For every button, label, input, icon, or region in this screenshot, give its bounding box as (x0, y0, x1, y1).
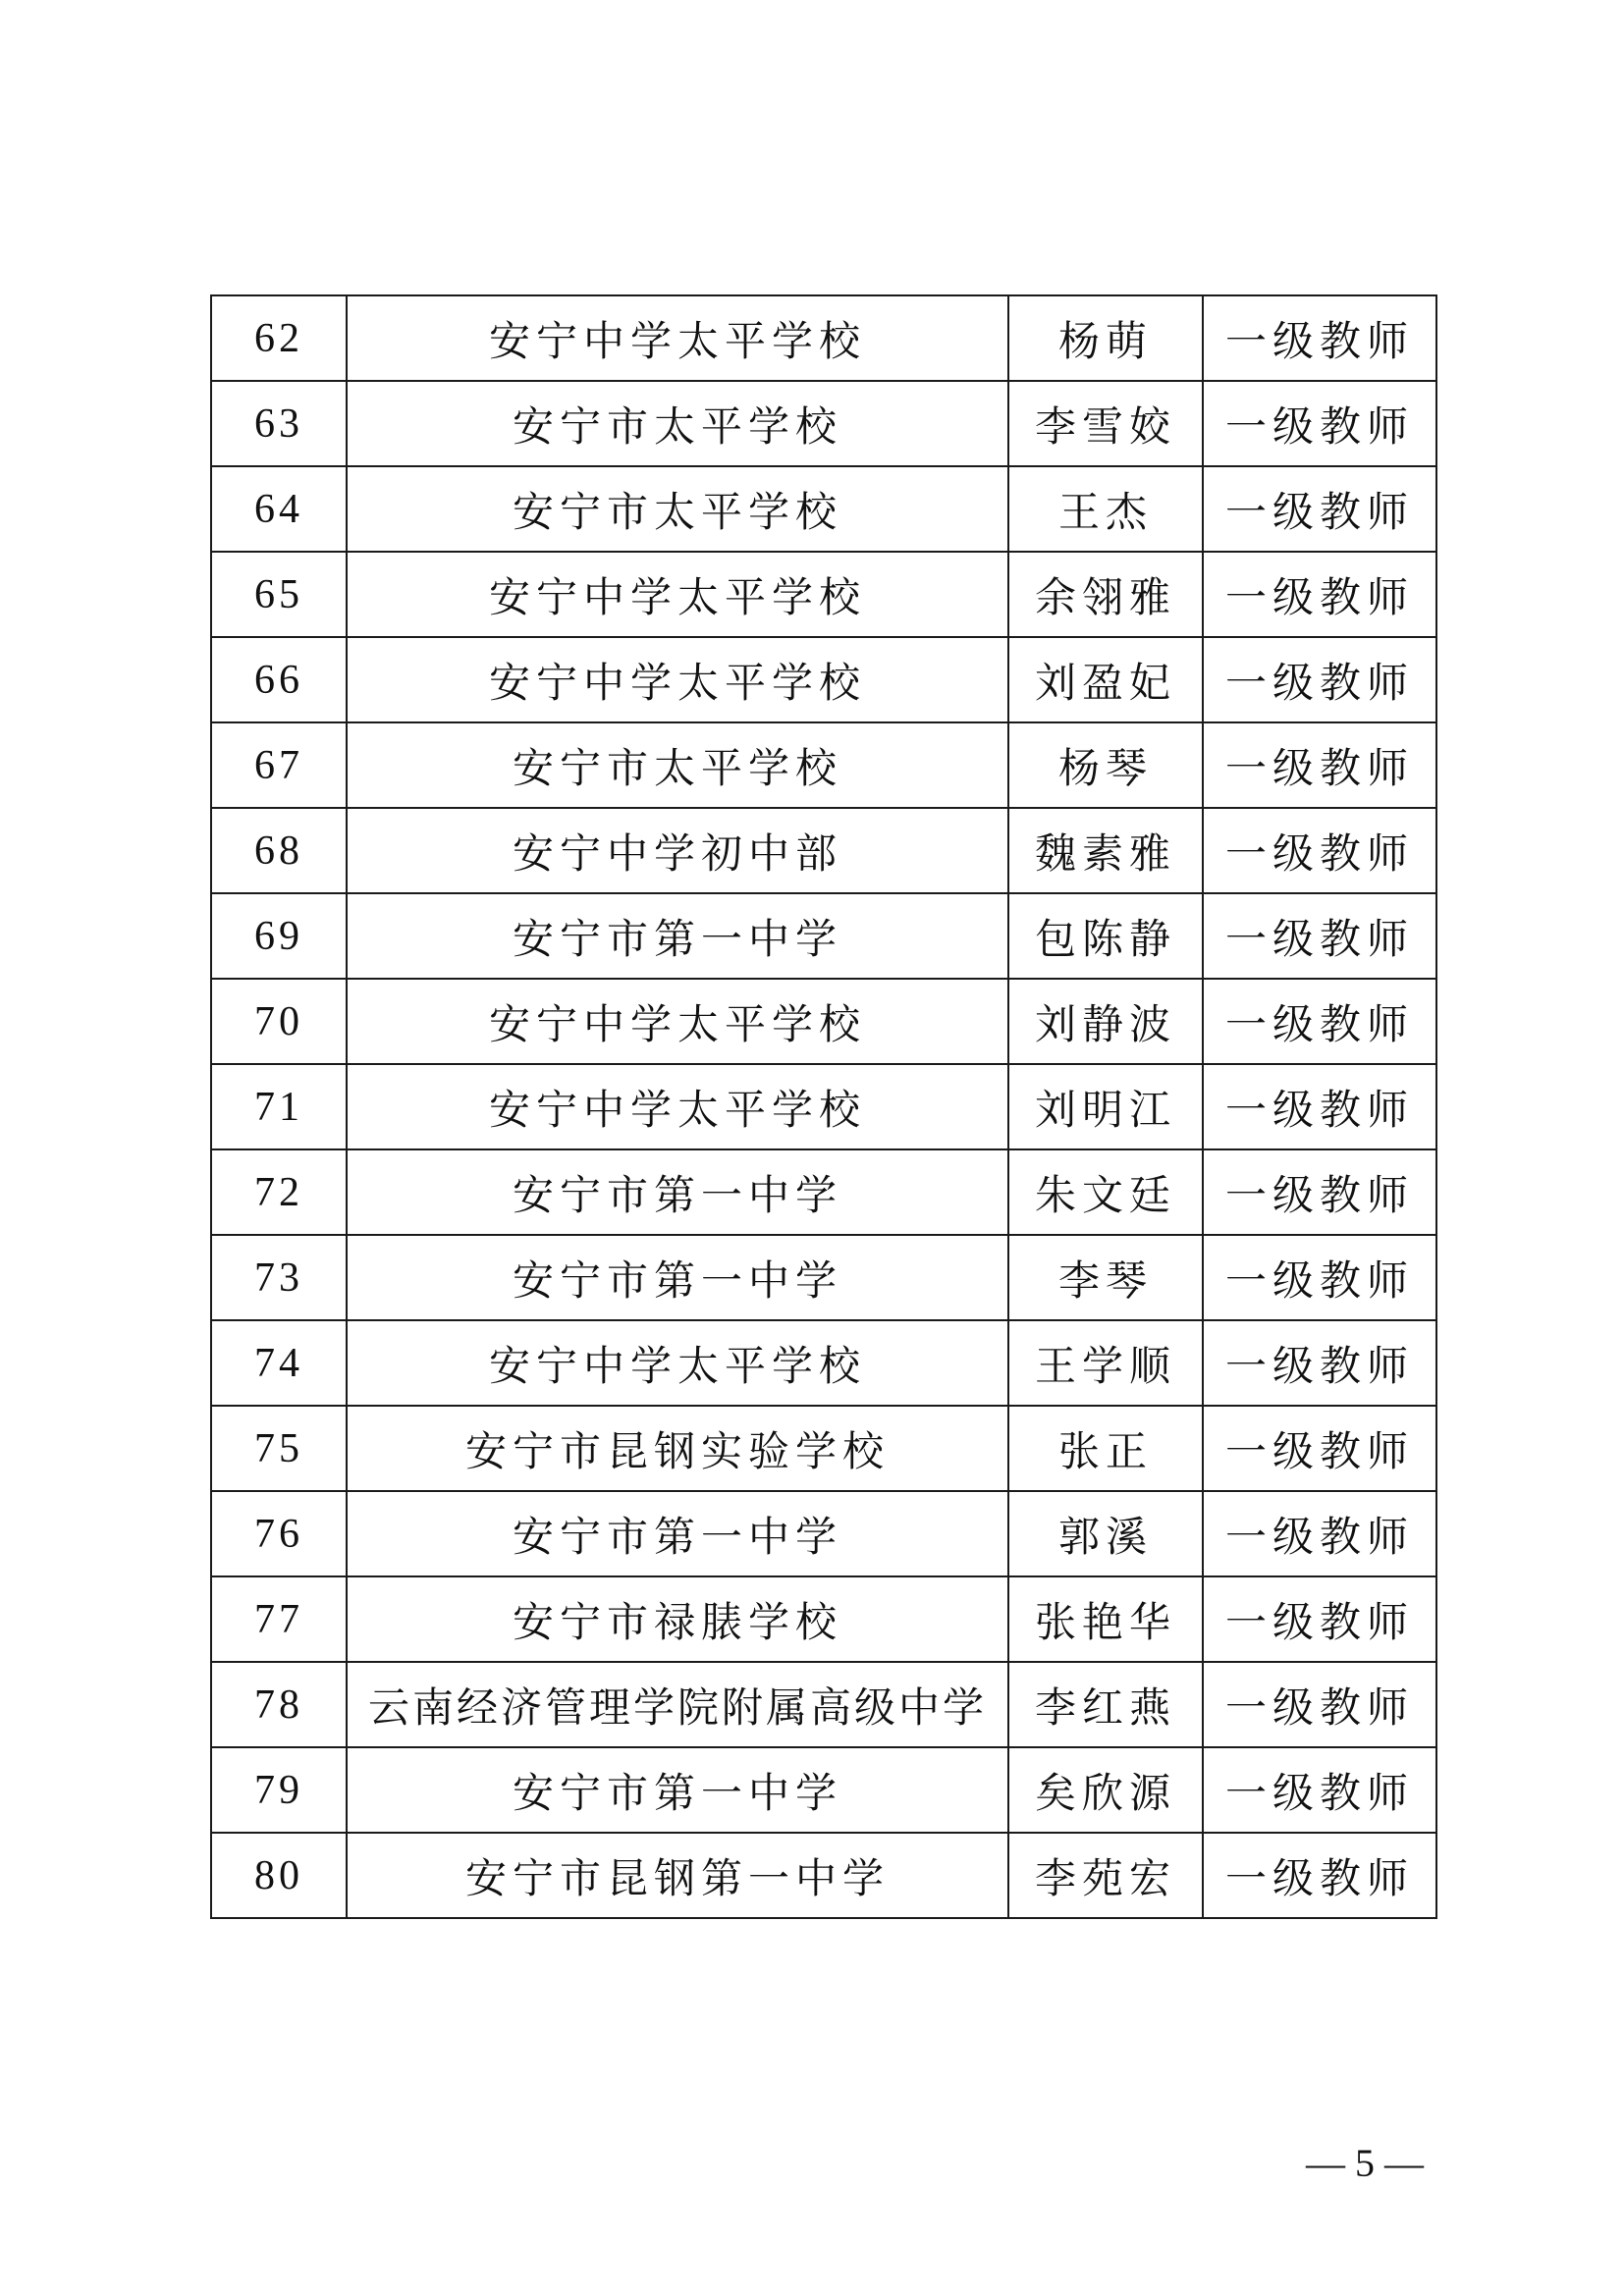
row-number: 62 (211, 295, 347, 381)
teacher-title: 一级教师 (1203, 1747, 1436, 1833)
teacher-title: 一级教师 (1203, 722, 1436, 808)
school-name: 安宁市第一中学 (347, 1747, 1008, 1833)
row-number: 73 (211, 1235, 347, 1320)
table-row (211, 1064, 1436, 1149)
teacher-name: 包陈静 (1008, 893, 1203, 979)
table-row (211, 979, 1436, 1064)
table-row (211, 722, 1436, 808)
roster-body (211, 295, 1436, 1918)
teacher-name: 张艳华 (1008, 1576, 1203, 1662)
row-number: 80 (211, 1833, 347, 1918)
school-name: 安宁中学太平学校 (347, 552, 1008, 637)
row-number: 69 (211, 893, 347, 979)
table-row (211, 1149, 1436, 1235)
table-row (211, 381, 1436, 466)
teacher-title: 一级教师 (1203, 1833, 1436, 1918)
teacher-name: 杨萌 (1008, 295, 1203, 381)
row-number: 79 (211, 1747, 347, 1833)
school-name: 安宁中学初中部 (347, 808, 1008, 893)
teacher-title: 一级教师 (1203, 381, 1436, 466)
row-number: 67 (211, 722, 347, 808)
teacher-title: 一级教师 (1203, 1662, 1436, 1747)
table-row (211, 637, 1436, 722)
teacher-title: 一级教师 (1203, 552, 1436, 637)
row-number: 63 (211, 381, 347, 466)
row-number: 78 (211, 1662, 347, 1747)
school-name: 安宁中学太平学校 (347, 1320, 1008, 1406)
teacher-title: 一级教师 (1203, 808, 1436, 893)
school-name: 安宁市第一中学 (347, 1149, 1008, 1235)
teacher-title: 一级教师 (1203, 466, 1436, 552)
table-row (211, 295, 1436, 381)
row-number: 70 (211, 979, 347, 1064)
table-row (211, 466, 1436, 552)
row-number: 64 (211, 466, 347, 552)
table-row (211, 1406, 1436, 1491)
table-row (211, 1235, 1436, 1320)
school-name: 安宁市第一中学 (347, 1235, 1008, 1320)
school-name: 安宁市昆钢实验学校 (347, 1406, 1008, 1491)
row-number: 74 (211, 1320, 347, 1406)
school-name: 安宁市禄脿学校 (347, 1576, 1008, 1662)
teacher-name: 余翎雅 (1008, 552, 1203, 637)
teacher-title: 一级教师 (1203, 295, 1436, 381)
teacher-title: 一级教师 (1203, 1149, 1436, 1235)
row-number: 76 (211, 1491, 347, 1576)
school-name: 安宁市第一中学 (347, 893, 1008, 979)
teacher-title: 一级教师 (1203, 979, 1436, 1064)
table-row (211, 1833, 1436, 1918)
teacher-name: 王学顺 (1008, 1320, 1203, 1406)
teacher-name: 杨琴 (1008, 722, 1203, 808)
row-number: 72 (211, 1149, 347, 1235)
school-name: 安宁中学太平学校 (347, 637, 1008, 722)
school-name: 安宁中学太平学校 (347, 295, 1008, 381)
table-row (211, 893, 1436, 979)
row-number: 66 (211, 637, 347, 722)
school-name: 安宁市太平学校 (347, 381, 1008, 466)
teacher-title: 一级教师 (1203, 1064, 1436, 1149)
teacher-name: 刘明江 (1008, 1064, 1203, 1149)
teacher-name: 王杰 (1008, 466, 1203, 552)
teacher-title: 一级教师 (1203, 637, 1436, 722)
teacher-name: 矣欣源 (1008, 1747, 1203, 1833)
table-row (211, 552, 1436, 637)
school-name: 安宁市太平学校 (347, 722, 1008, 808)
school-name: 安宁中学太平学校 (347, 1064, 1008, 1149)
school-name: 云南经济管理学院附属高级中学 (347, 1662, 1008, 1747)
school-name: 安宁市太平学校 (347, 466, 1008, 552)
teacher-name: 李琴 (1008, 1235, 1203, 1320)
teacher-name: 刘静波 (1008, 979, 1203, 1064)
row-number: 68 (211, 808, 347, 893)
table-row (211, 808, 1436, 893)
teacher-title: 一级教师 (1203, 893, 1436, 979)
table-row (211, 1491, 1436, 1576)
row-number: 77 (211, 1576, 347, 1662)
page-number: — 5 — (1306, 2141, 1424, 2185)
school-name: 安宁市第一中学 (347, 1491, 1008, 1576)
teacher-name: 李雪姣 (1008, 381, 1203, 466)
table-row (211, 1320, 1436, 1406)
row-number: 65 (211, 552, 347, 637)
school-name: 安宁市昆钢第一中学 (347, 1833, 1008, 1918)
teacher-name: 魏素雅 (1008, 808, 1203, 893)
teacher-title: 一级教师 (1203, 1320, 1436, 1406)
teacher-roster-table (210, 294, 1437, 1919)
teacher-name: 郭溪 (1008, 1491, 1203, 1576)
teacher-title: 一级教师 (1203, 1406, 1436, 1491)
teacher-name: 张正 (1008, 1406, 1203, 1491)
teacher-title: 一级教师 (1203, 1576, 1436, 1662)
teacher-name: 朱文廷 (1008, 1149, 1203, 1235)
teacher-name: 李苑宏 (1008, 1833, 1203, 1918)
school-name: 安宁中学太平学校 (347, 979, 1008, 1064)
teacher-title: 一级教师 (1203, 1235, 1436, 1320)
teacher-name: 刘盈妃 (1008, 637, 1203, 722)
row-number: 75 (211, 1406, 347, 1491)
table-row (211, 1747, 1436, 1833)
table-row (211, 1576, 1436, 1662)
teacher-name: 李红燕 (1008, 1662, 1203, 1747)
teacher-title: 一级教师 (1203, 1491, 1436, 1576)
row-number: 71 (211, 1064, 347, 1149)
table-row (211, 1662, 1436, 1747)
